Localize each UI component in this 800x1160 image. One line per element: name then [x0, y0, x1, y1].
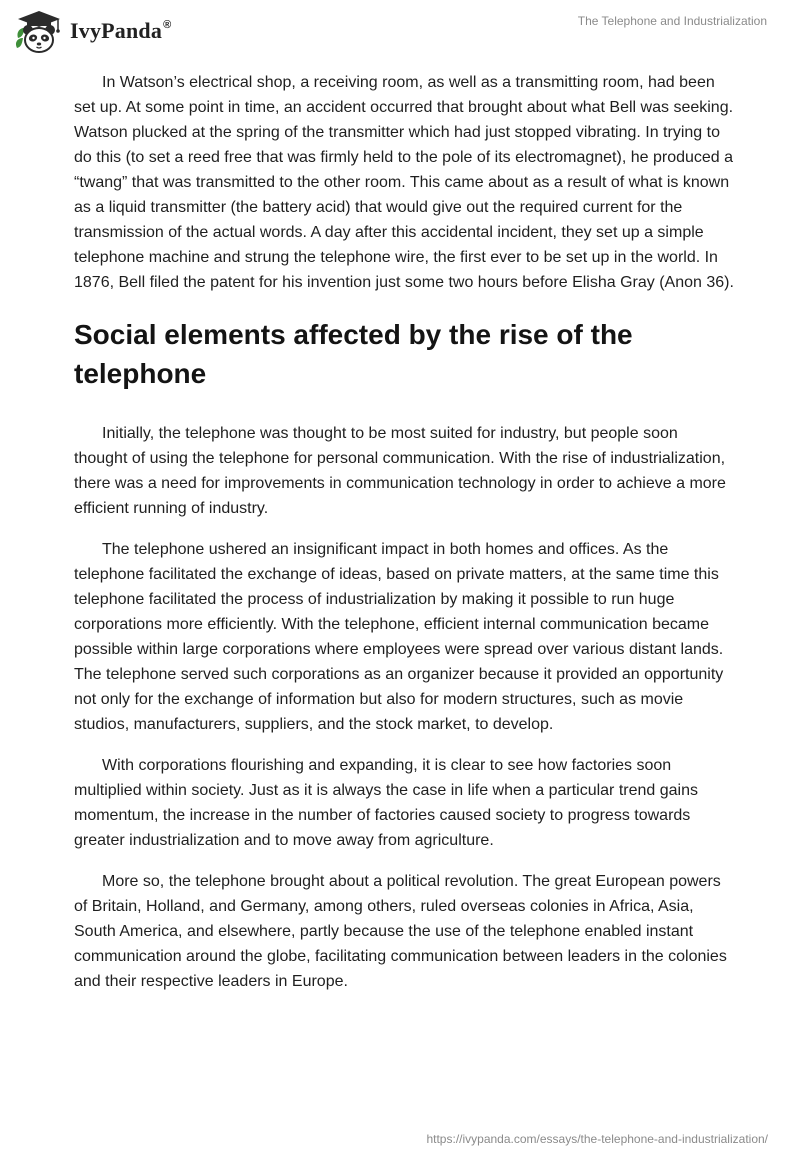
paragraph: More so, the telephone brought about a political revolution. The great European powers of Britain, Holland, and Germany, among others, ruled overseas colonies in Africa, Asia, South America, and elsewhere, partly because the use of the telephone enabled instant communication around the globe, facilitating communication between leaders in the colonies and their respective leaders in Europe.: [74, 873, 727, 990]
essay-body: [74, 70, 734, 1010]
source-url[interactable]: https://ivypanda.com/essays/the-telephone-and-industrialization/: [426, 1132, 768, 1146]
registered-mark: ®: [163, 19, 172, 31]
panda-graduation-cap-icon: [14, 8, 64, 56]
page-header: [0, 0, 800, 68]
paragraph: With corporations flourishing and expanding, it is clear to see how factories soon multiplied within society. Just as it is always the case in life when a particular trend gains momentum, the increase in the number of factories caused society to progress towards greater industrialization and to move away from agriculture.: [74, 757, 698, 849]
brand-name: IvyPanda®: [70, 18, 172, 43]
paragraph-intro: In Watson’s electrical shop, a receiving room, as well as a transmitting room, had been set up. At some point in time, an accident occurred that brought about what Bell was seeking. Watson plucked at the spring of the transmitter which had just stopped vibrating. In trying to do this (to set a reed free that was firmly held to the pole of its electromagnet), he produced a “twang” that was transmitted to the other room. This came about as a result of what is known as a liquid transmitter (the battery acid) that would give out the required current for the transmission of the actual words. A day after this accidental incident, they set up a simple telephone machine and strung the telephone wire, the first ever to be set up in the world. In 1876, Bell filed the patent for his invention just some two hours before Elisha Gray (Anon 36).: [74, 74, 734, 291]
paragraph: Initially, the telephone was thought to be most suited for industry, but people soon thought of using the telephone for personal communication. With the rise of industrialization, there was a need for improvements in communication technology in order to achieve a more efficient running of industry.: [74, 425, 726, 517]
paragraph: The telephone ushered an insignificant impact in both homes and offices. As the telephone facilitated the exchange of ideas, based on private matters, at the same time this telephone facilitated the process of industrialization by making it possible to run huge corporations more efficiently. With the telephone, efficient internal communication became possible within large corporations where employees were spread over various distant lands. The telephone served such corporations as an organizer because it provided an opportunity not only for the exchange of information but also for modern structures, such as movie studios, manufacturers, suppliers, and the stock market, to develop.: [74, 541, 724, 733]
section-heading: Social elements affected by the rise of the telephone: [74, 319, 633, 389]
document-title: The Telephone and Industrialization: [577, 14, 767, 28]
brand-logo[interactable]: [14, 8, 171, 56]
